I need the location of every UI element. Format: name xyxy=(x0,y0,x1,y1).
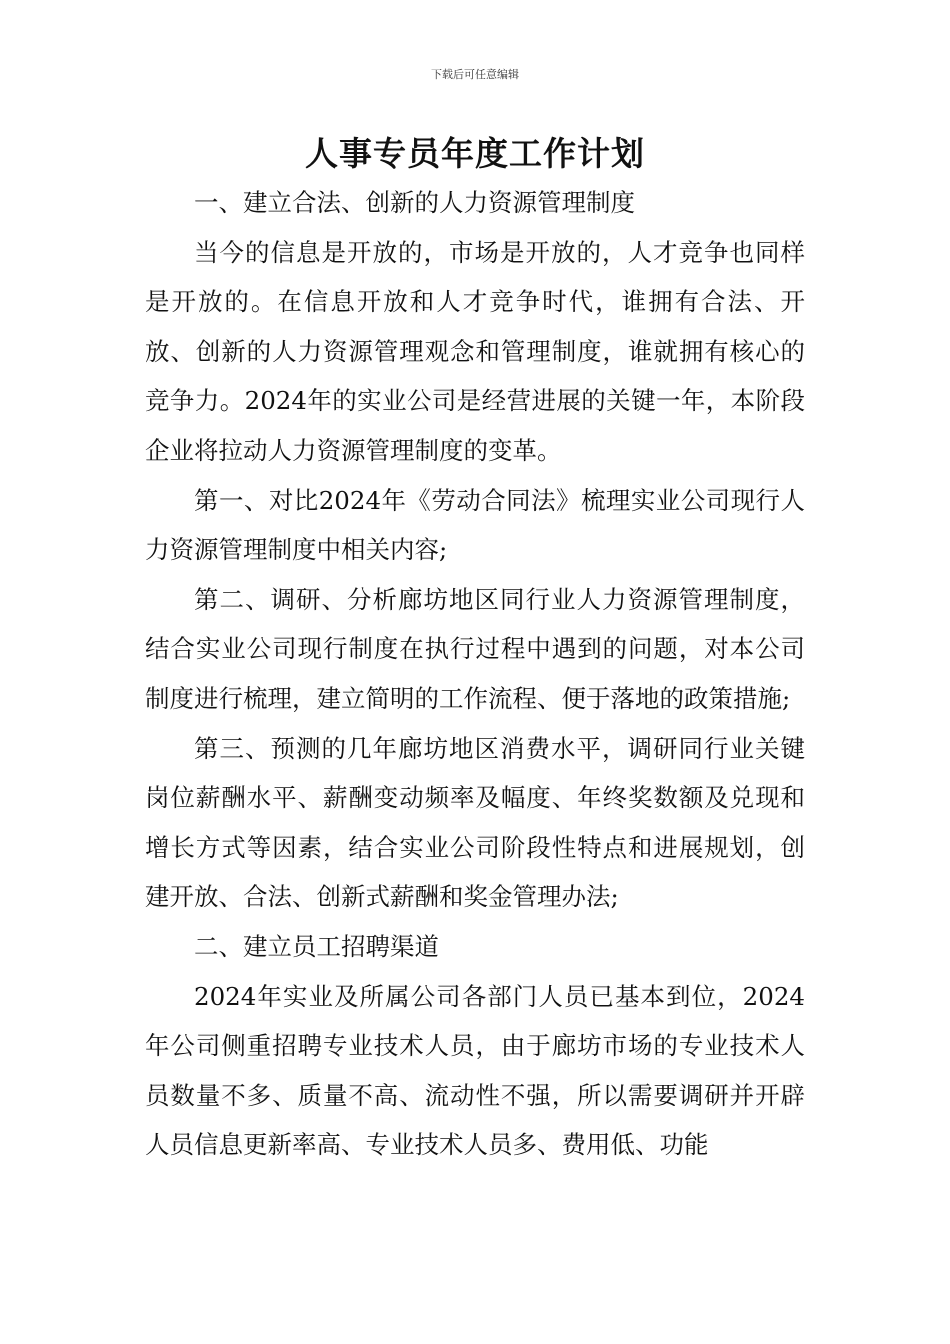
document-title: 人事专员年度工作计划 xyxy=(305,134,645,173)
header-note: 下载后可任意编辑 xyxy=(431,68,519,81)
section-heading-1: 一、建立合法、创新的人力资源管理制度 xyxy=(194,188,635,217)
body-paragraph: 第一、对比2024年《劳动合同法》梳理实业公司现行人力资源管理制度中相关内容; xyxy=(145,485,805,565)
section-heading-2: 二、建立员工招聘渠道 xyxy=(194,931,439,961)
document-body xyxy=(145,178,805,1170)
body-paragraph: 第三、预测的几年廊坊地区消费水平，调研同行业关键岗位薪酬水平、薪酬变动频率及幅度、年终奖数额及兑现和增长方式等因素，结合实业公司阶段性特点和进展规划，创建开放、合法、创新式薪酬和奖金管理办法; xyxy=(145,733,805,912)
body-paragraph: 当今的信息是开放的，市场是开放的，人才竞争也同样是开放的。在信息开放和人才竞争时代，谁拥有合法、开放、创新的人力资源管理观念和管理制度，谁就拥有核心的竞争力。2024年的实业公司是经营进展的关键一年，本阶段企业将拉动人力资源管理制度的变革。 xyxy=(145,237,805,465)
body-paragraph: 2024年实业及所属公司各部门人员已基本到位，2024年公司侧重招聘专业技术人员，由于廊坊市场的专业技术人员数量不多、质量不高、流动性不强，所以需要调研并开辟人员信息更新率高、专业技术人员多、费用低、功能 xyxy=(145,981,805,1160)
body-paragraph: 第二、调研、分析廊坊地区同行业人力资源管理制度，结合实业公司现行制度在执行过程中遇到的问题，对本公司制度进行梳理，建立简明的工作流程、便于落地的政策措施; xyxy=(145,584,805,713)
